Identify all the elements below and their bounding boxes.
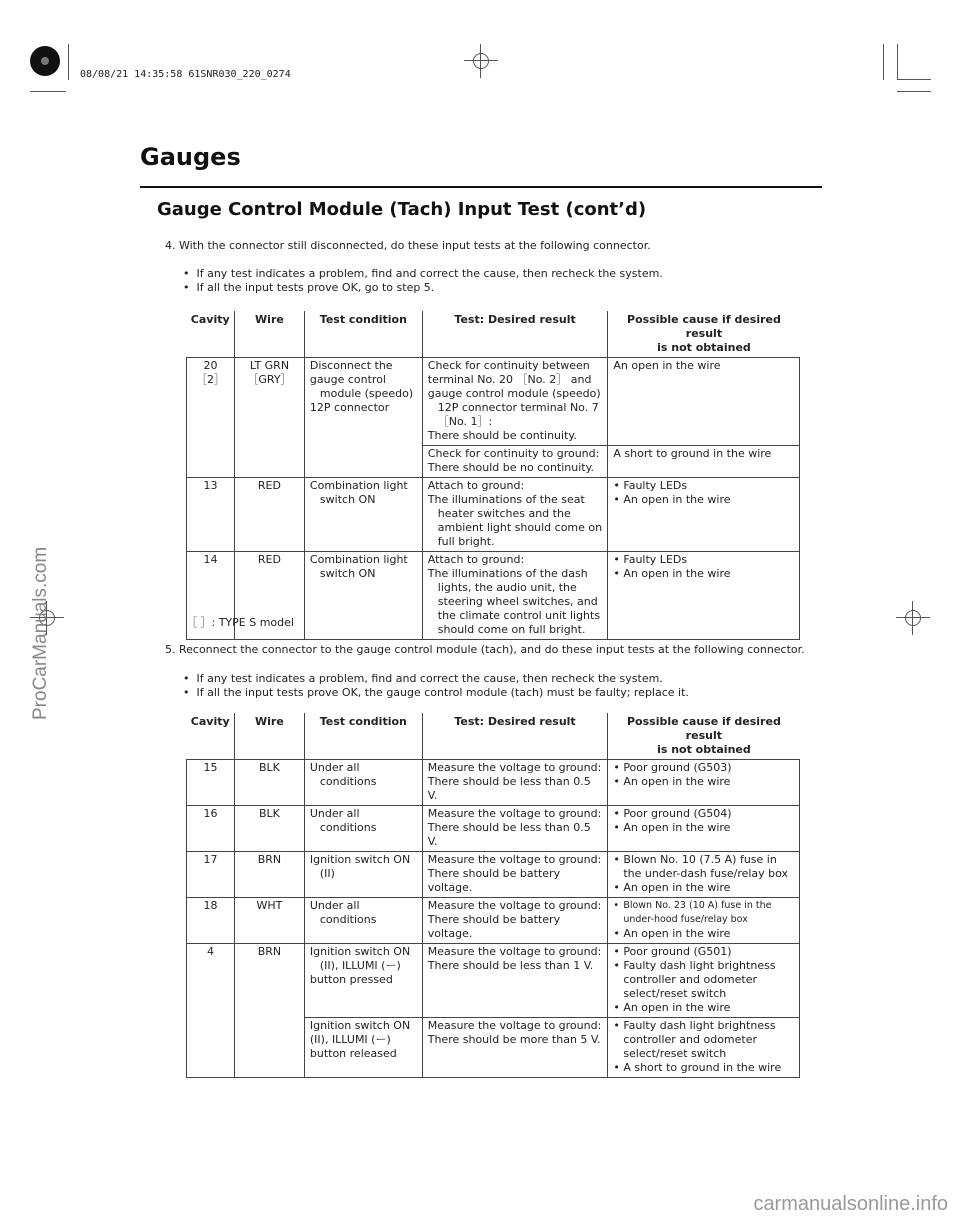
possible-cause-cell: An open in the wire (608, 358, 800, 446)
possible-cause-cell: • Faulty dash light brightness controller and odometer select/reset switch • A short to ground in the wire (608, 1018, 800, 1078)
crop-mark (897, 91, 931, 92)
table-row (187, 852, 800, 898)
cavity-cell: 13 (187, 478, 235, 552)
header-wire: Wire (234, 713, 304, 760)
desired-result-cell: Measure the voltage to ground: There should be less than 0.5 V. (422, 760, 608, 806)
table-header-row (187, 713, 800, 760)
condition-cell: Disconnect the gauge control module (speedo) 12P connector (304, 358, 422, 478)
table-row (187, 898, 800, 944)
desired-result-cell: Check for continuity to ground: There should be no continuity. (422, 446, 608, 478)
condition-cell: Ignition switch ON (II) (304, 852, 422, 898)
cavity-cell: 17 (187, 852, 235, 898)
table-header-row (187, 311, 800, 358)
section-title: Gauges (140, 143, 241, 171)
header-cavity: Cavity (187, 713, 235, 760)
possible-cause-cell: • Blown No. 23 (10 A) fuse in the under-hood fuse/relay box • An open in the wire (608, 898, 800, 944)
header-possible-cause: Possible cause if desired result is not obtained (608, 311, 800, 358)
condition-cell: Combination light switch ON (304, 478, 422, 552)
crop-mark (883, 44, 884, 80)
desired-result-cell: Attach to ground: The illuminations of the seat heater switches and the ambient light should come on full bright. (422, 478, 608, 552)
condition-cell: Under all conditions (304, 898, 422, 944)
desired-result-cell: Check for continuity between terminal No. 20 ［No. 2］ and gauge control module (speedo) 12P connector terminal No. 7 ［No. 1］: There should be continuity. (422, 358, 608, 446)
desired-result-cell: Measure the voltage to ground: There should be battery voltage. (422, 852, 608, 898)
watermark-side: ProCarManuals.com (30, 546, 51, 720)
print-timestamp: 08/08/21 14:35:58 61SNR030_220_0274 (80, 69, 291, 80)
condition-cell: Ignition switch ON (II), ILLUMI (ー) button pressed (304, 944, 422, 1018)
table-row (187, 944, 800, 1018)
header-possible-cause: Possible cause if desired result is not obtained (608, 713, 800, 760)
cavity-cell: 4 (187, 944, 235, 1078)
step-5-bullet: • If all the input tests prove OK, the gauge control module (tach) must be faulty; replace it. (183, 686, 689, 699)
registration-dot (30, 46, 60, 76)
header-desired-result: Test: Desired result (422, 311, 608, 358)
step-5-bullet: • If any test indicates a problem, find and correct the cause, then recheck the system. (183, 672, 663, 685)
table-footnote: ［ ］: TYPE S model (186, 616, 294, 629)
cavity-cell: 20 ［2］ (187, 358, 235, 478)
crop-mark (897, 79, 931, 80)
watermark-bottom: carmanualsonline.info (753, 1193, 948, 1215)
wire-cell: WHT (234, 898, 304, 944)
desired-result-cell: Measure the voltage to ground: There should be more than 5 V. (422, 1018, 608, 1078)
wire-cell: BLK (234, 806, 304, 852)
possible-cause-cell: • Faulty LEDs • An open in the wire (608, 552, 800, 640)
wire-cell: RED (234, 552, 304, 640)
wire-cell: RED (234, 478, 304, 552)
wire-cell: BRN (234, 852, 304, 898)
cavity-cell: 15 (187, 760, 235, 806)
crop-mark (30, 91, 66, 92)
step-4-bullet: • If any test indicates a problem, find and correct the cause, then recheck the system. (183, 267, 663, 280)
wire-cell: BRN (234, 944, 304, 1078)
registration-crosshair (464, 44, 498, 78)
possible-cause-cell: • Poor ground (G504) • An open in the wire (608, 806, 800, 852)
table-row (187, 478, 800, 552)
crop-mark (68, 44, 69, 80)
table-row (187, 358, 800, 446)
wire-cell: BLK (234, 760, 304, 806)
step-4-text: 4. With the connector still disconnected, do these input tests at the following connector. (165, 239, 651, 252)
possible-cause-cell: • Poor ground (G503) • An open in the wire (608, 760, 800, 806)
page-heading: Gauge Control Module (Tach) Input Test (cont’d) (157, 199, 647, 220)
header-test-condition: Test condition (304, 713, 422, 760)
cavity-cell: 14 (187, 552, 235, 640)
condition-cell: Combination light switch ON (304, 552, 422, 640)
possible-cause-cell: • Faulty LEDs • An open in the wire (608, 478, 800, 552)
possible-cause-cell: • Blown No. 10 (7.5 A) fuse in the under-dash fuse/relay box • An open in the wire (608, 852, 800, 898)
step-5-text: 5. Reconnect the connector to the gauge control module (tach), and do these input tests at the following connector. (165, 643, 805, 656)
desired-result-cell: Measure the voltage to ground: There should be battery voltage. (422, 898, 608, 944)
desired-result-cell: Measure the voltage to ground: There should be less than 0.5 V. (422, 806, 608, 852)
desired-result-cell: Attach to ground: The illuminations of the dash lights, the audio unit, the steering wheel switches, and the climate control unit lights should come on full bright. (422, 552, 608, 640)
desired-result-cell: Measure the voltage to ground: There should be less than 1 V. (422, 944, 608, 1018)
header-desired-result: Test: Desired result (422, 713, 608, 760)
registration-crosshair (896, 601, 930, 635)
condition-cell: Under all conditions (304, 806, 422, 852)
wire-cell: LT GRN ［GRY］ (234, 358, 304, 478)
header-cavity: Cavity (187, 311, 235, 358)
cavity-cell: 16 (187, 806, 235, 852)
table-row (187, 806, 800, 852)
condition-cell: Ignition switch ON (II), ILLUMI (ー) button released (304, 1018, 422, 1078)
header-test-condition: Test condition (304, 311, 422, 358)
crop-mark (897, 44, 898, 80)
possible-cause-cell: • Poor ground (G501) • Faulty dash light brightness controller and odometer select/reset switch • An open in the wire (608, 944, 800, 1018)
cavity-cell: 18 (187, 898, 235, 944)
input-test-table-1 (186, 311, 800, 640)
step-4-bullet: • If all the input tests prove OK, go to step 5. (183, 281, 435, 294)
header-wire: Wire (234, 311, 304, 358)
condition-cell: Under all conditions (304, 760, 422, 806)
input-test-table-2 (186, 713, 800, 1078)
possible-cause-cell: A short to ground in the wire (608, 446, 800, 478)
table-row (187, 760, 800, 806)
title-divider (140, 186, 822, 188)
